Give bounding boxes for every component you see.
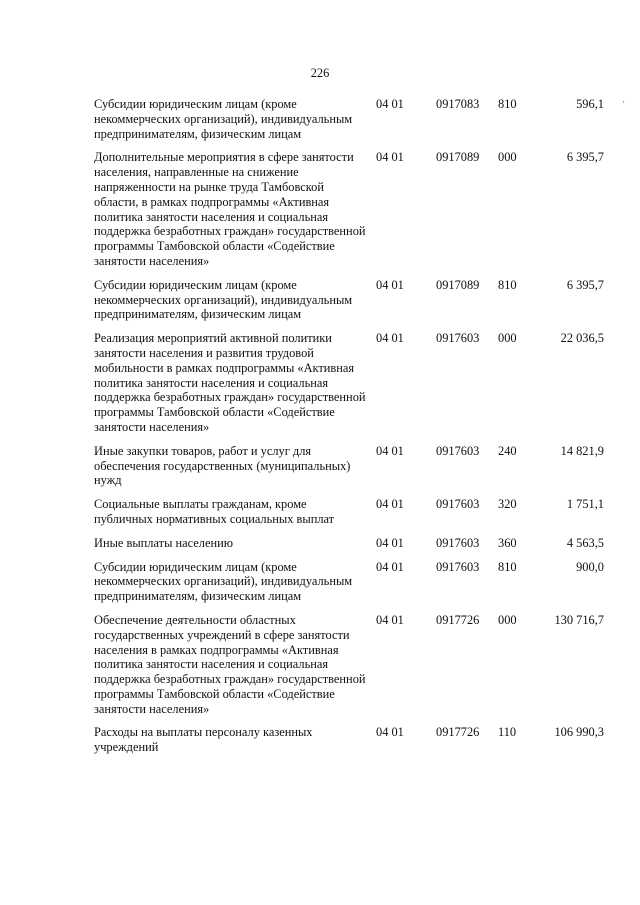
row-name: Социальные выплаты гражданам, кроме публичных нормативных социальных выплат — [94, 497, 335, 526]
row-amount: 6 395,7 — [566, 150, 604, 165]
row-name: Субсидии юридическим лицам (кроме некоммерческих организаций), индивидуальным предпринимателям, физическим лицам — [94, 277, 353, 322]
row-amount: 130 716,7 — [554, 612, 604, 627]
table-row — [94, 497, 604, 536]
row-section: 04 01 — [376, 559, 404, 574]
row-name: Дополнительные мероприятия в сфере занятости населения, направленные на снижение напряженности на рынке труда Тамбовской области, в рамках подпрограммы «Активная политика занятости населения и социальная поддержка безработных граждан» государственной программы Тамбовской области «Содействие занятости населения» — [94, 150, 366, 268]
row-expense-type: 810 — [498, 559, 517, 574]
row-section: 04 01 — [376, 497, 404, 512]
row-name: Обеспечение деятельности областных государственных учреждений в сфере занятости населения в рамках подпрограммы «Активная политика занятости населения и социальная поддержка безработных граждан» государственной программы Тамбовской области «Содействие занятости населения» — [94, 612, 366, 716]
row-name: Иные закупки товаров, работ и услуг для обеспечения государственных (муниципальных) нужд — [94, 443, 351, 488]
table-row — [94, 536, 604, 560]
table-row — [94, 97, 604, 150]
row-expense-type: 320 — [498, 497, 517, 512]
row-target-code: 0917083 — [436, 97, 480, 111]
table-row — [94, 725, 604, 764]
row-amount: 1 751,1 — [566, 497, 604, 512]
row-section: 04 01 — [376, 277, 404, 292]
row-amount: 900,0 — [576, 559, 604, 574]
row-section: 04 01 — [376, 97, 404, 111]
table-row — [94, 444, 604, 497]
row-amount: 4 563,5 — [566, 535, 604, 550]
row-target-code: 0917603 — [436, 443, 480, 458]
page-number: 226 — [310, 66, 330, 80]
row-amount: 596,1 — [576, 97, 604, 111]
row-section: 04 01 — [376, 443, 404, 458]
row-name: Субсидии юридическим лицам (кроме некоммерческих организаций), индивидуальным предпринимателям, физическим лицам — [94, 97, 353, 141]
row-expense-type: 000 — [498, 150, 517, 165]
table-row — [94, 150, 604, 277]
row-section: 04 01 — [376, 725, 404, 740]
row-amount: 6 395,7 — [566, 277, 604, 292]
row-expense-type: 000 — [498, 612, 517, 627]
row-target-code: 0917603 — [436, 535, 480, 550]
row-target-code: 0917089 — [436, 277, 480, 292]
row-expense-type: 110 — [498, 725, 517, 740]
row-amount: 14 821,9 — [560, 443, 604, 458]
budget-table-body — [94, 97, 604, 764]
table-row — [94, 331, 604, 444]
row-amount: 106 990,3 — [554, 725, 604, 740]
row-expense-type: 240 — [498, 443, 517, 458]
row-section: 04 01 — [376, 535, 404, 550]
row-section: 04 01 — [376, 150, 404, 165]
row-name: Иные выплаты населению — [94, 535, 233, 550]
row-expense-type: 810 — [498, 97, 517, 111]
row-amount: 22 036,5 — [560, 331, 604, 346]
row-target-code: 0917603 — [436, 331, 480, 346]
margin-mark: · — [622, 97, 625, 107]
row-name: Реализация мероприятий активной политики занятости населения и развития трудовой мобильности в рамках подпрограммы «Активная политика занятости населения и социальная поддержка безработных граждан» государственной программы Тамбовской области «Содействие занятости населения» — [94, 331, 366, 434]
row-expense-type: 000 — [498, 331, 517, 346]
row-name: Расходы на выплаты персоналу казенных учреждений — [94, 725, 313, 755]
row-target-code: 0917603 — [436, 559, 480, 574]
row-expense-type: 360 — [498, 535, 517, 550]
row-section: 04 01 — [376, 612, 404, 627]
row-name: Субсидии юридическим лицам (кроме некоммерческих организаций), индивидуальным предпринимателям, физическим лицам — [94, 559, 353, 604]
row-target-code: 0917603 — [436, 497, 480, 512]
table-row — [94, 278, 604, 331]
table-row — [94, 613, 604, 726]
table-row — [94, 560, 604, 613]
row-target-code: 0917089 — [436, 150, 480, 165]
row-target-code: 0917726 — [436, 725, 480, 740]
budget-table — [94, 97, 604, 764]
row-expense-type: 810 — [498, 277, 517, 292]
row-section: 04 01 — [376, 331, 404, 346]
row-target-code: 0917726 — [436, 612, 480, 627]
